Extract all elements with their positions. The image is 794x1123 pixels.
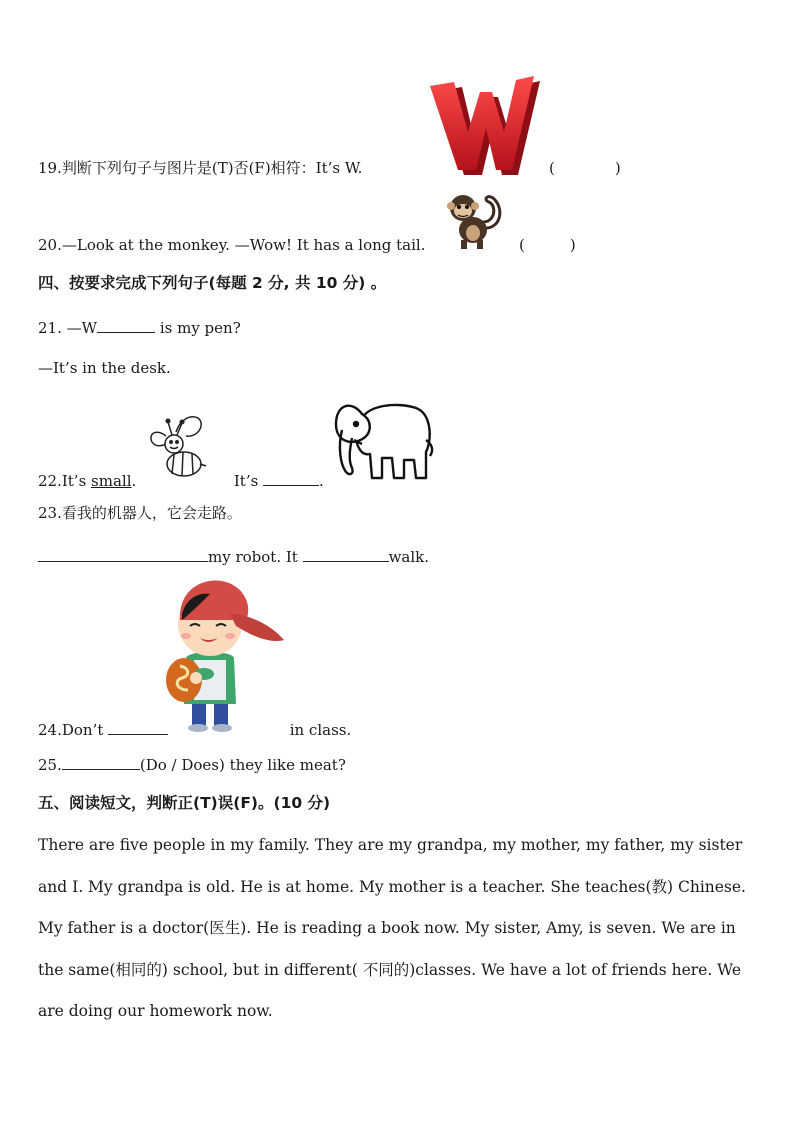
question-23-part2: walk. (388, 548, 430, 566)
question-22-prefix: 22.It’s (38, 472, 92, 490)
question-21-suffix: is my pen? (159, 319, 241, 337)
question-24-prefix: 24.Don’t (38, 721, 109, 739)
monkey-image (443, 188, 507, 250)
boy-with-cap-image (160, 574, 290, 734)
question-19-text: 19.判断下列句子与图片是(T)否(F)相符：It’s W. (38, 159, 363, 177)
section-five-heading: 五、阅读短文，判断正(T)误(F)。(10 分) (38, 794, 331, 812)
question-24 (38, 718, 351, 740)
blank-22[interactable] (263, 469, 319, 486)
blank-23-b[interactable] (303, 545, 389, 562)
question-19 (38, 158, 362, 178)
question-20-text: 20.—Look at the monkey. —Wow! It has a long tail. (38, 236, 426, 254)
elephant-image (332, 394, 434, 484)
question-21 (38, 316, 241, 338)
answer-parentheses-19[interactable]: ( ) (549, 159, 621, 177)
question-22 (38, 469, 324, 491)
question-23-part1: my robot. It (208, 548, 303, 566)
blank-24[interactable] (108, 718, 168, 735)
question-24-suffix: in class. (289, 721, 352, 739)
question-22-end: . (319, 472, 324, 490)
underlined-word-small: small (91, 472, 132, 490)
blank-23-a[interactable] (38, 545, 208, 562)
section-four-heading: 四、按要求完成下列句子(每题 2 分, 共 10 分) 。 (38, 274, 387, 292)
answer-parentheses-20[interactable]: ( ) (519, 236, 576, 254)
question-23-prompt: 23.看我的机器人，它会走路。 (38, 504, 242, 522)
question-25-prefix: 25. (38, 756, 62, 774)
question-25 (38, 753, 346, 775)
question-21-prefix: 21. —W (38, 319, 98, 337)
question-22-mid: It’s (233, 472, 264, 490)
blank-25[interactable] (62, 753, 140, 770)
question-23 (38, 545, 429, 567)
reading-passage: There are five people in my family. They are my grandpa, my mother, my father, my sister and I. My grandpa is old. He is at home. My mother is a teacher. She teaches(教) Chinese. My father is a doctor(医生). He is reading a book now. My sister, Amy, is seven. We are in the same(相同的) school, but in different( 不同的)classes. We have a lot of friends here. We are doing our homework now. (38, 836, 746, 1020)
question-20 (38, 235, 425, 255)
question-22-dot: . (131, 472, 137, 490)
question-21-answer: —It’s in the desk. (38, 359, 171, 377)
blank-21[interactable] (97, 316, 155, 333)
question-25-suffix: (Do / Does) they like meat? (139, 756, 346, 774)
red-letter-w-image (428, 74, 540, 176)
